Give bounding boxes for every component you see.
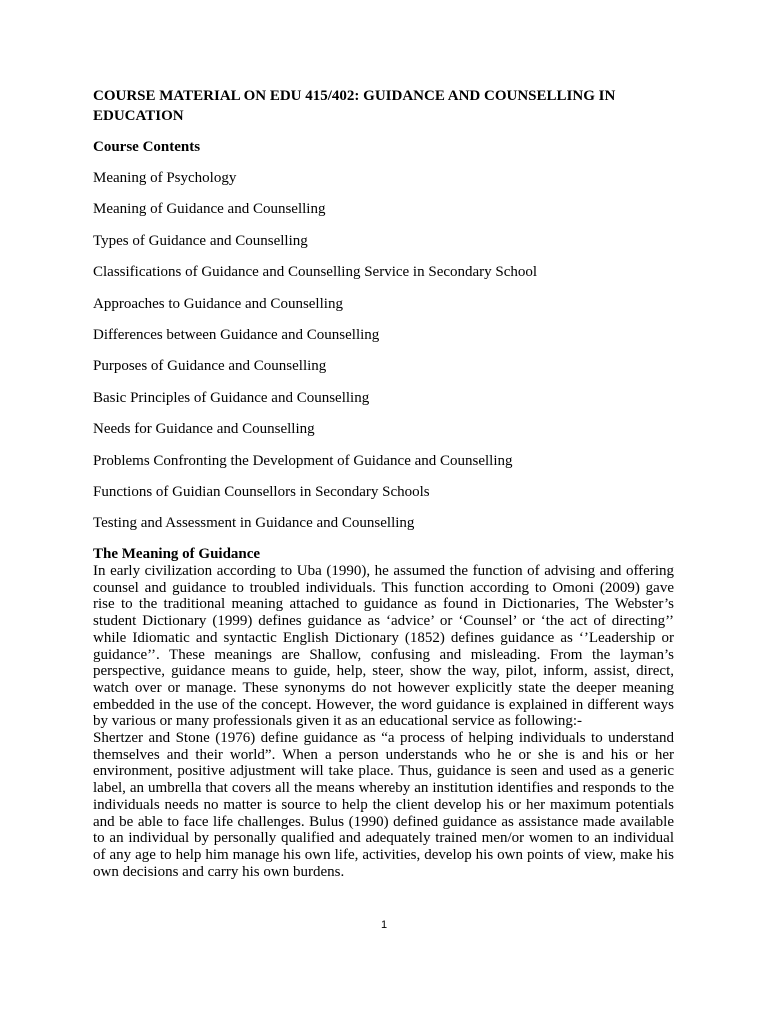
document-title: COURSE MATERIAL ON EDU 415/402: GUIDANCE AND COUNSELLING IN EDUCATION xyxy=(93,88,616,124)
section-heading: The Meaning of Guidance xyxy=(93,546,261,562)
meaning-of-guidance-section xyxy=(93,545,674,880)
contents-item: Meaning of Guidance and Counselling xyxy=(93,201,326,218)
contents-item: Meaning of Psychology xyxy=(93,170,237,186)
contents-item: Approaches to Guidance and Counselling xyxy=(93,295,343,312)
course-contents-list xyxy=(93,168,537,545)
contents-item: Testing and Assessment in Guidance and Counselling xyxy=(93,515,415,532)
contents-item: Needs for Guidance and Counselling xyxy=(93,421,315,438)
body-paragraph: In early civilization according to Uba (1990), he assumed the function of advising and offering counsel and guidance to troubled individuals. This function according to Omoni (2009) gave rise to the traditional meaning attached to guidance as found in Dictionaries, The Webster’s student Dictionary (1999) defines guidance as ‘advice’ or ‘Counsel’ or ‘the act of directing’’ while Idiomatic and syntactic English Dictionary (1852) defines guidance as ‘’Leadership or guidance’’. These meanings are Shallow, confusing and misleading. From the layman’s perspective, guidance means to guide, help, steer, show the way, pilot, inform, assist, direct, watch over or manage. These synonyms do not however explicitly state the deeper meaning embedded in the use of the concept. However, the word guidance is explained in different ways by various or many professionals given it as an educational service as following:- xyxy=(93,563,674,730)
contents-item: Classifications of Guidance and Counselling Service in Secondary School xyxy=(93,264,538,281)
course-contents-heading: Course Contents xyxy=(93,139,201,155)
contents-item: Basic Principles of Guidance and Counselling xyxy=(93,389,370,406)
body-paragraph: Shertzer and Stone (1976) define guidance as “a process of helping individuals to understand themselves and their world”. When a person understands who he or she is and his or her environment, positive adjustment will take place. Thus, guidance is seen and used as a generic label, an umbrella that covers all the means whereby an institution identifies and responds to the individuals needs no matter is source to help the client develop his or her maximum potentials and be able to face life challenges. Bulus (1990) defined guidance as assistance made available to an individual by personally qualified and adequately trained men/or women to an individual of any age to help him manage his own life, activities, develop his own points of view, make his own decisions and carry his own burdens. xyxy=(93,730,674,880)
contents-item: Types of Guidance and Counselling xyxy=(93,232,308,249)
contents-item: Differences between Guidance and Counselling xyxy=(93,326,380,343)
contents-item: Functions of Guidian Counsellors in Secondary Schools xyxy=(93,483,430,500)
contents-item: Purposes of Guidance and Counselling xyxy=(93,358,327,375)
contents-item: Problems Confronting the Development of Guidance and Counselling xyxy=(93,452,513,469)
page-number: 1 xyxy=(380,919,388,931)
